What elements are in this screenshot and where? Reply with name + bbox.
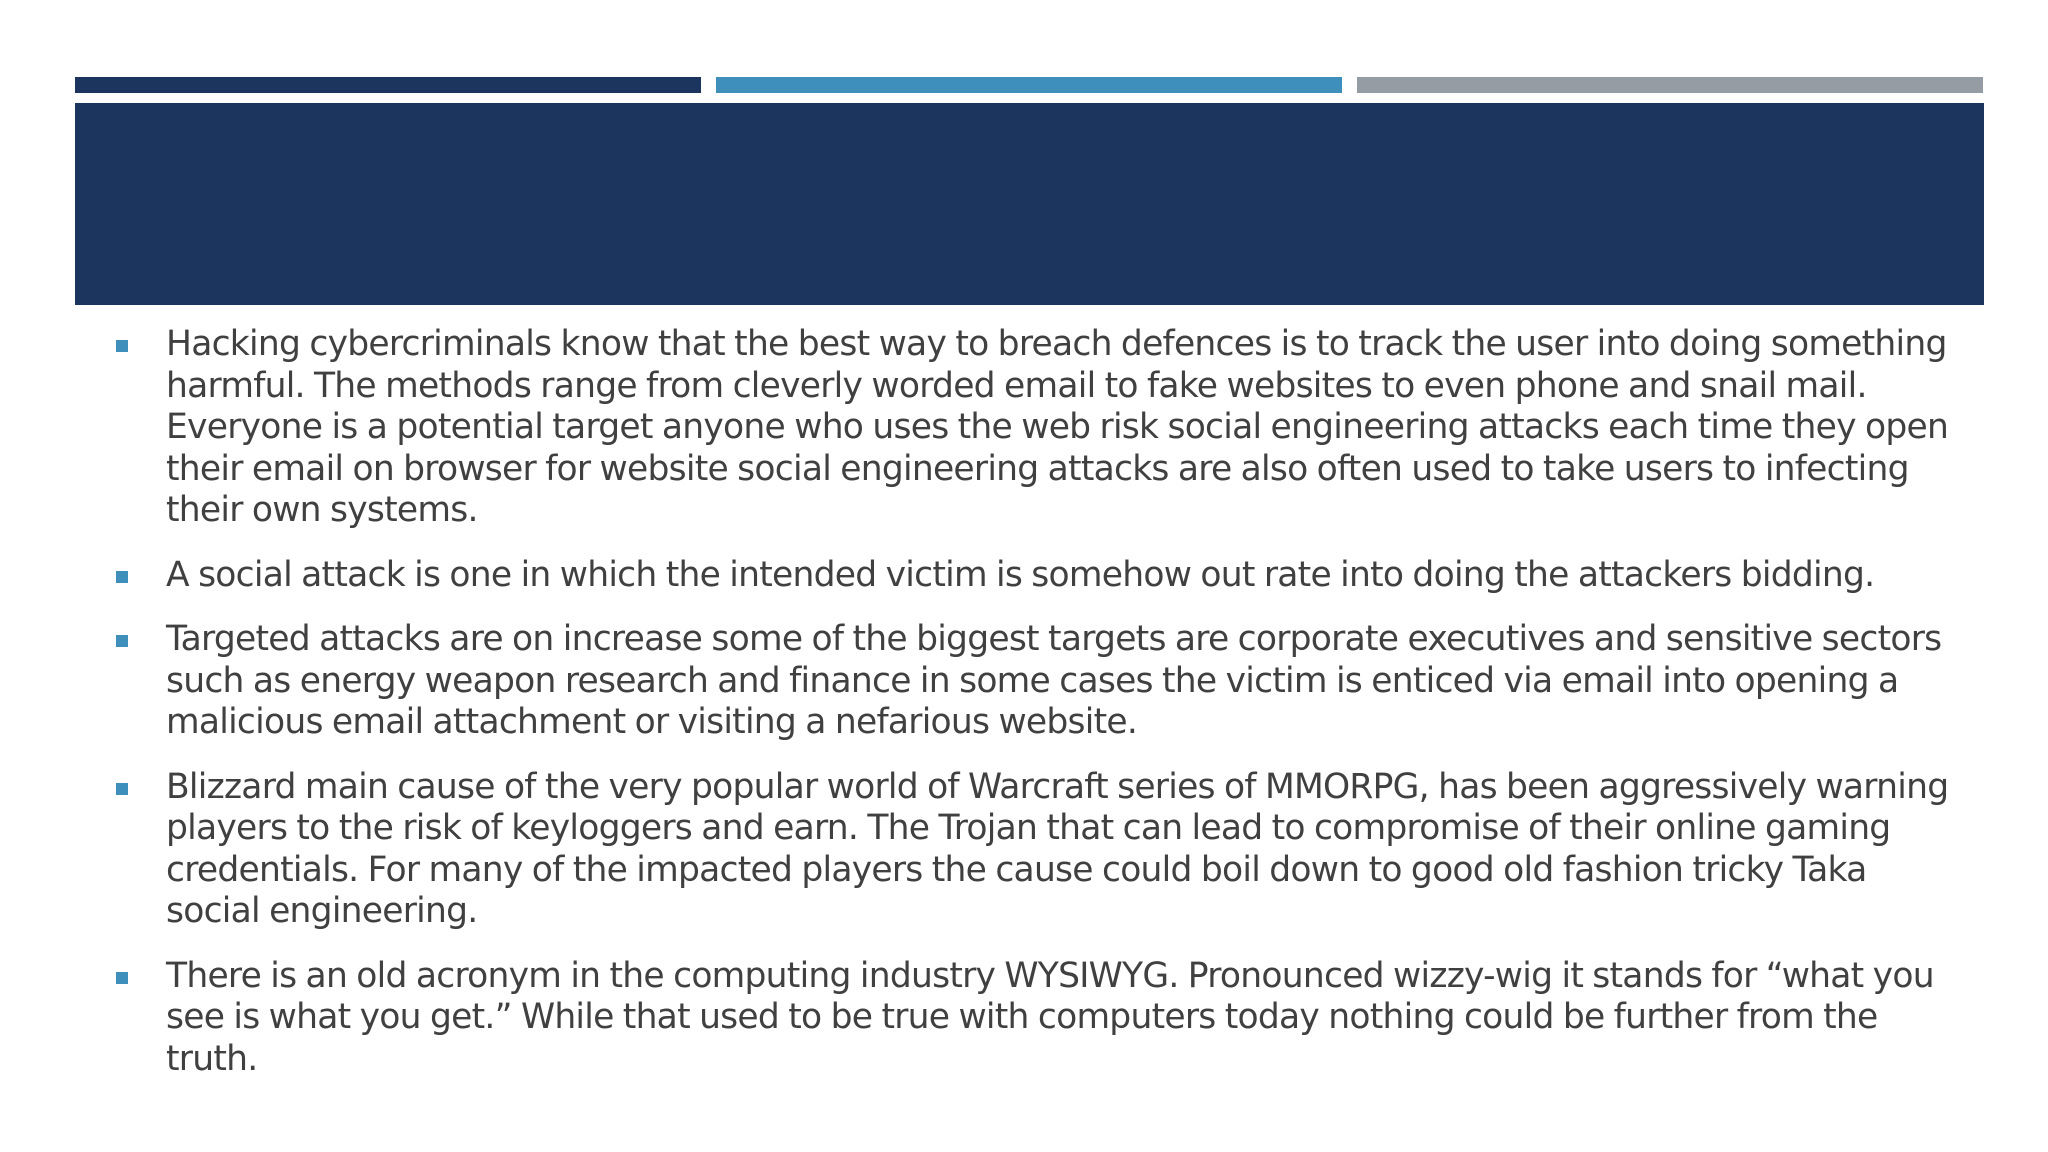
bullet-item [112, 555, 1962, 597]
bullet-text: Blizzard main cause of the very popular world of Warcraft series of MMORPG, has been aggressively warning players to the risk of keyloggers and earn. The Trojan that can lead to compromise of their online gaming credentials. For many of the impacted players the cause could boil down to good old fashion tricky Taka social engineering. [166, 766, 1949, 931]
square-bullet-icon [116, 340, 128, 352]
accent-bar-dark-blue [75, 77, 701, 93]
bullet-item [112, 324, 1962, 532]
square-bullet-icon [116, 635, 128, 647]
square-bullet-icon [116, 783, 128, 795]
bullet-text: Hacking cybercriminals know that the best way to breach defences is to track the user into doing something harmful. The methods range from cleverly worded email to fake websites to even phone and snail mail. Everyone is a potential target anyone who uses the web risk social engineering attacks each time they open their email on browser for website social engineering attacks are also often used to take users to infecting their own systems. [166, 324, 1949, 530]
square-bullet-icon [116, 571, 128, 583]
accent-bar-gray [1357, 77, 1983, 93]
bullet-text: There is an old acronym in the computing industry WYSIWYG. Pronounced wizzy-wig it stands for “what you see is what you get.” While that used to be true with computers today nothing could be further from the truth. [166, 955, 1934, 1079]
bullet-text: A social attack is one in which the intended victim is somehow out rate into doing the attackers bidding. [166, 554, 1875, 595]
bullet-item [112, 619, 1962, 744]
bullet-text: Targeted attacks are on increase some of the biggest targets are corporate executives and sensitive sectors such as energy weapon research and finance in some cases the victim is enticed via email into opening a malicious email attachment or visiting a nefarious website. [166, 619, 1942, 742]
bullet-item [112, 767, 1962, 933]
square-bullet-icon [116, 972, 128, 984]
accent-bar-light-blue [716, 77, 1342, 93]
bullet-item [112, 956, 1962, 1081]
title-band [75, 103, 1984, 305]
bullet-list [112, 324, 1962, 1103]
